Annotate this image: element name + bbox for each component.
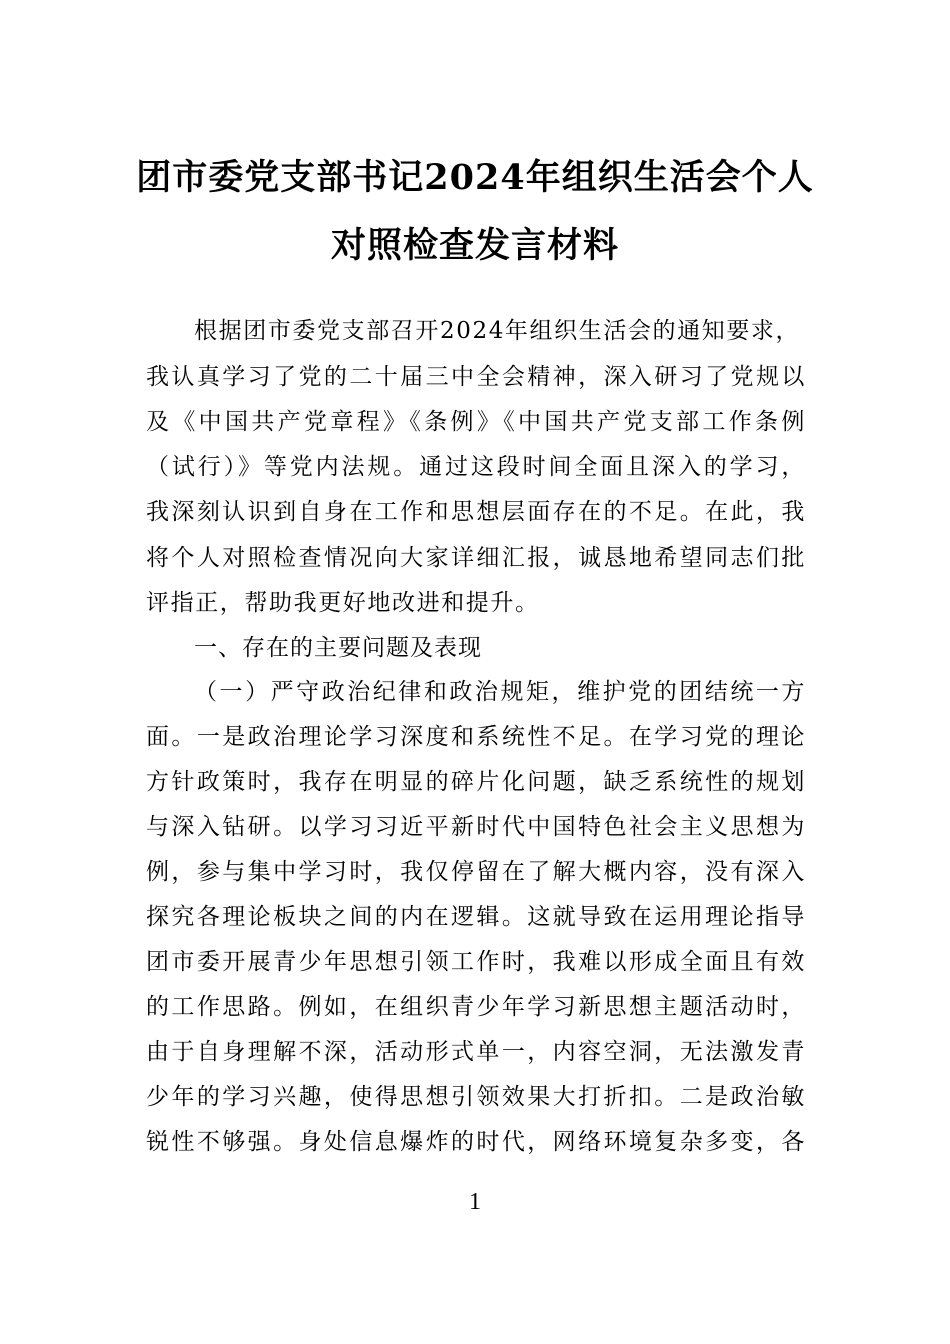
intro-paragraph-line: 将个人对照检查情况向大家详细汇报，诚恳地希望同志们批	[146, 545, 806, 571]
section-paragraph-line: 方针政策时，我存在明显的碎片化问题，缺乏系统性的规划	[146, 769, 806, 795]
intro-paragraph-line: 评指正，帮助我更好地改进和提升。	[146, 590, 540, 616]
section-paragraph-line: 由于自身理解不深，活动形式单一，内容空洞，无法激发青	[146, 1039, 806, 1065]
section-paragraph-line: 探究各理论板块之间的内在逻辑。这就导致在运用理论指导	[146, 904, 806, 930]
page-number: 1	[469, 1189, 481, 1215]
section-paragraph-line: 的工作思路。例如，在组织青少年学习新思想主题活动时，	[146, 994, 806, 1020]
section-paragraph-line: 与深入钻研。以学习习近平新时代中国特色社会主义思想为	[146, 814, 806, 840]
section-heading: 一、存在的主要问题及表现	[194, 635, 482, 661]
intro-paragraph-line: 及《中国共产党章程》《条例》《中国共产党支部工作条例	[146, 409, 806, 435]
intro-paragraph-line: 我认真学习了党的二十届三中全会精神，深入研习了党规以	[146, 364, 806, 390]
section-paragraph-line: 例，参与集中学习时，我仅停留在了解大概内容，没有深入	[146, 859, 806, 885]
intro-paragraph-line: 根据团市委党支部召开2024年组织生活会的通知要求，	[194, 318, 801, 344]
section-paragraph-line: （一）严守政治纪律和政治规矩，维护党的团结统一方	[194, 679, 806, 705]
section-paragraph-line: 团市委开展青少年思想引领工作时，我难以形成全面且有效	[146, 949, 806, 975]
section-paragraph-line: 面。一是政治理论学习深度和系统性不足。在学习党的理论	[146, 724, 806, 750]
document-title-line-2: 对照检查发言材料	[330, 225, 619, 266]
document-title-line-1: 团市委党支部书记2024年组织生活会个人	[136, 157, 814, 198]
section-paragraph-line: 少年的学习兴趣，使得思想引领效果大打折扣。二是政治敏	[146, 1084, 806, 1110]
section-paragraph-line: 锐性不够强。身处信息爆炸的时代，网络环境复杂多变，各	[146, 1129, 806, 1155]
intro-paragraph-line: 我深刻认识到自身在工作和思想层面存在的不足。在此，我	[146, 499, 806, 525]
intro-paragraph-line: （试行）》等党内法规。通过这段时间全面且深入的学习，	[146, 454, 806, 480]
